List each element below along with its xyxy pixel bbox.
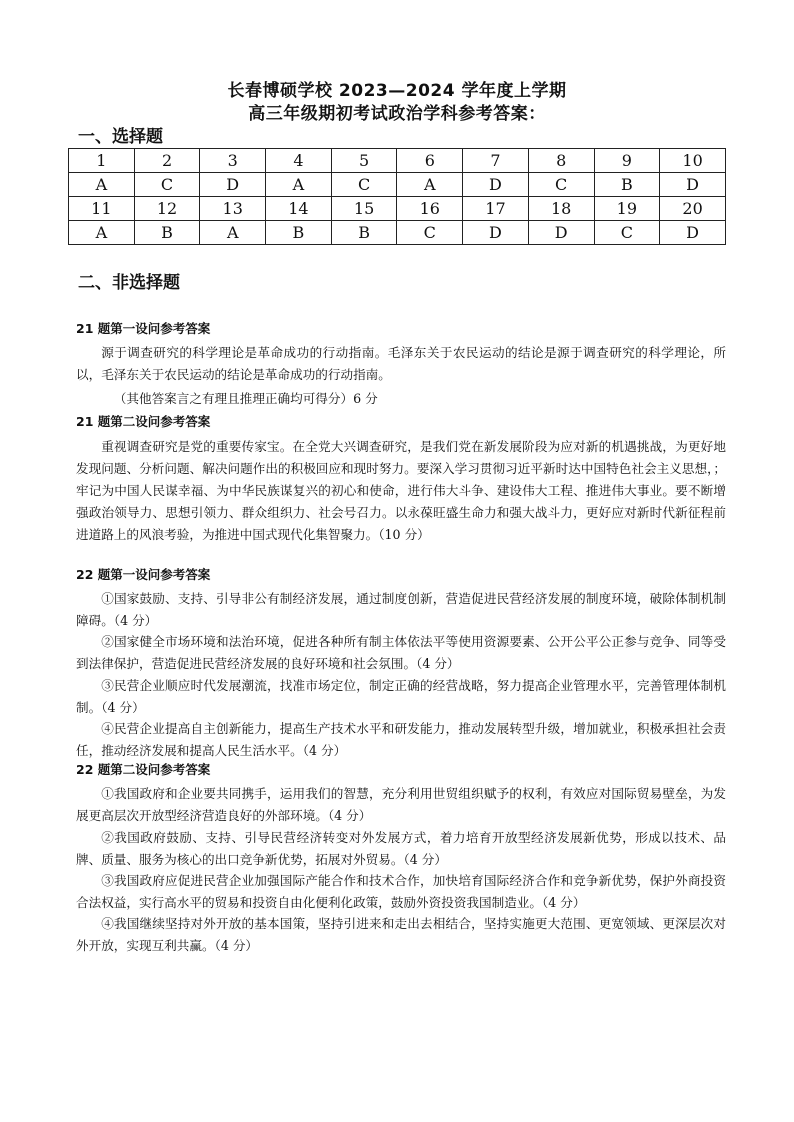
answer-cell: B bbox=[594, 173, 660, 197]
question-number-cell: 7 bbox=[463, 149, 529, 173]
answer-cell: D bbox=[200, 173, 266, 197]
q22-part2-item: ④我国继续坚持对外开放的基本国策，坚持引进来和走出去相结合，坚持实施更大范围、更宽领域、更深层次对外开放，实现互利共赢。（4 分） bbox=[76, 916, 726, 953]
answer-cell: A bbox=[397, 173, 463, 197]
question-number-cell: 8 bbox=[528, 149, 594, 173]
question-number-cell: 5 bbox=[331, 149, 397, 173]
section-non-choice-title: 二、非选择题 bbox=[78, 273, 180, 293]
question-number-cell: 13 bbox=[200, 197, 266, 221]
q21-part1-heading: 21 题第一设问参考答案 bbox=[76, 321, 211, 336]
answer-cell: A bbox=[69, 221, 135, 245]
answer-cell: D bbox=[528, 221, 594, 245]
question-number-cell: 6 bbox=[397, 149, 463, 173]
question-number-cell: 1 bbox=[69, 149, 135, 173]
q21-part2-answer: 重视调查研究是党的重要传家宝。在全党大兴调查研究，是我们党在新发展阶段为应对新的机遇挑战，为更好地发现问题、分析问题、解决问题作出的积极回应和现时努力。要深入学习贯彻习近平新时达中国特色社会主义思想，；牢记为中国人民谋幸福、为中华民族谋复兴的初心和使命，进行伟大斗争、建设伟大工程、推进伟大事业。要不断增强政治领导力、思想引领力、群众组织力、社会号召力。以永葆旺盛生命力和强大战斗力，更好应对新时代新征程前进道路上的风浪考验，为推进中国式现代化集智聚力。（10 分） bbox=[76, 439, 726, 542]
question-number-cell: 18 bbox=[528, 197, 594, 221]
question-number-cell: 12 bbox=[134, 197, 200, 221]
answer-cell: C bbox=[331, 173, 397, 197]
q22-part2-heading: 22 题第二设问参考答案 bbox=[76, 762, 211, 777]
question-number-cell: 16 bbox=[397, 197, 463, 221]
answer-cell: A bbox=[200, 221, 266, 245]
section-multiple-choice-title: 一、选择题 bbox=[78, 127, 163, 147]
question-number-cell: 17 bbox=[463, 197, 529, 221]
question-number-cell: 11 bbox=[69, 197, 135, 221]
question-number-cell: 9 bbox=[594, 149, 660, 173]
answer-cell: B bbox=[331, 221, 397, 245]
question-number-row bbox=[69, 197, 726, 221]
answer-table bbox=[68, 148, 726, 245]
question-number-cell: 2 bbox=[134, 149, 200, 173]
q21-part1-note: （其他答案言之有理且推理正确均可得分）6 分 bbox=[113, 391, 378, 406]
q22-part2-item: ①我国政府和企业要共同携手，运用我们的智慧，充分利用世贸组织赋予的权利，有效应对国际贸易壁垒，为发展更高层次开放型经济营造良好的外部环境。（4 分） bbox=[76, 786, 726, 823]
q21-part2-heading: 21 题第二设问参考答案 bbox=[76, 414, 211, 429]
answer-row bbox=[69, 173, 726, 197]
exam-title: 高三年级期初考试政治学科参考答案： bbox=[248, 104, 546, 124]
question-number-cell: 10 bbox=[660, 149, 726, 173]
q22-part2-item: ②我国政府鼓励、支持、引导民营经济转变对外发展方式，着力培育开放型经济发展新优势，形成以技术、品牌、质量、服务为核心的出口竞争新优势，拓展对外贸易。（4 分） bbox=[76, 830, 726, 867]
q21-part1-answer: 源于调查研究的科学理论是革命成功的行动指南。毛泽东关于农民运动的结论是源于调查研究的科学理论，所以，毛泽东关于农民运动的结论是革命成功的行动指南。 bbox=[76, 345, 726, 382]
q22-part1-item: ②国家健全市场环境和法治环境，促进各种所有制主体依法平等使用资源要素、公开公平公正参与竞争、同等受到法律保护，营造促进民营经济发展的良好环境和社会氛围。（4 分） bbox=[76, 634, 726, 671]
answer-cell: C bbox=[397, 221, 463, 245]
question-number-cell: 4 bbox=[266, 149, 332, 173]
question-number-row bbox=[69, 149, 726, 173]
q22-part1-item: ③民营企业顺应时代发展潮流，找准市场定位，制定正确的经营战略，努力提高企业管理水平，完善管理体制机制。（4 分） bbox=[76, 678, 726, 715]
answer-cell: A bbox=[266, 173, 332, 197]
answer-cell: D bbox=[463, 173, 529, 197]
answer-cell: C bbox=[594, 221, 660, 245]
question-number-cell: 3 bbox=[200, 149, 266, 173]
answer-cell: C bbox=[528, 173, 594, 197]
question-number-cell: 14 bbox=[266, 197, 332, 221]
question-number-cell: 19 bbox=[594, 197, 660, 221]
question-number-cell: 15 bbox=[331, 197, 397, 221]
answer-cell: D bbox=[660, 221, 726, 245]
answer-cell: B bbox=[134, 221, 200, 245]
school-title: 长春博硕学校 2023—2024 学年度上学期 bbox=[227, 81, 567, 101]
answer-row bbox=[69, 221, 726, 245]
q22-part2-item: ③我国政府应促进民营企业加强国际产能合作和技术合作，加快培育国际经济合作和竞争新优势，保护外商投资合法权益，实行高水平的贸易和投资自由化便利化政策，鼓励外资投资我国制造业。（4 分） bbox=[76, 873, 726, 910]
answer-cell: D bbox=[463, 221, 529, 245]
question-number-cell: 20 bbox=[660, 197, 726, 221]
answer-cell: B bbox=[266, 221, 332, 245]
answer-cell: D bbox=[660, 173, 726, 197]
answer-cell: A bbox=[69, 173, 135, 197]
q22-part1-item: ④民营企业提高自主创新能力，提高生产技术水平和研发能力，推动发展转型升级，增加就业，积极承担社会责任，推动经济发展和提高人民生活水平。（4 分） bbox=[76, 721, 726, 758]
answer-cell: C bbox=[134, 173, 200, 197]
q22-part1-heading: 22 题第一设问参考答案 bbox=[76, 567, 211, 582]
q22-part1-item: ①国家鼓励、支持、引导非公有制经济发展，通过制度创新，营造促进民营经济发展的制度环境，破除体制机制障碍。（4 分） bbox=[76, 591, 726, 628]
